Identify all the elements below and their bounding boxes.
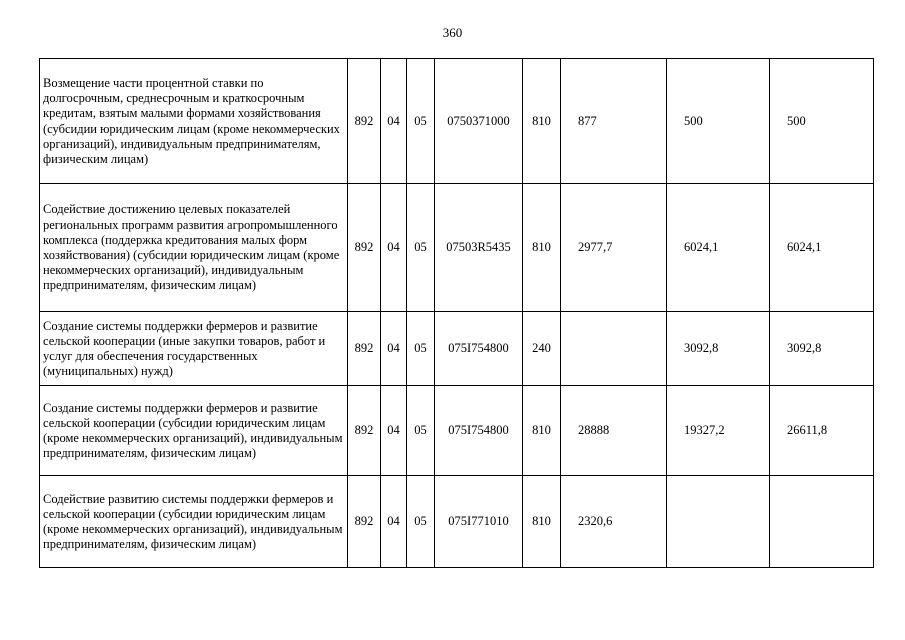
- amount-year-1: 28888: [561, 386, 667, 476]
- table-row: [40, 386, 874, 476]
- target-article-code: 07503R5435: [435, 184, 523, 312]
- amount-year-3: 3092,8: [770, 312, 874, 386]
- section-code: 04: [381, 184, 407, 312]
- section-code: 04: [381, 312, 407, 386]
- amount-year-1: 877: [561, 59, 667, 184]
- target-article-code: 075I754800: [435, 312, 523, 386]
- amount-year-2: 3092,8: [667, 312, 770, 386]
- amount-year-3: [770, 476, 874, 568]
- amount-year-2: [667, 476, 770, 568]
- budget-table: [39, 58, 874, 568]
- subsection-code: 05: [407, 184, 435, 312]
- subsection-code: 05: [407, 59, 435, 184]
- page-number: 360: [442, 25, 463, 40]
- row-description: Создание системы поддержки фермеров и развитие сельской кооперации (субсидии юридическим лицам (кроме некоммерческих организаций), индивидуальным предпринимателям, физическим лицам): [40, 386, 348, 476]
- table-row: [40, 476, 874, 568]
- ministry-code: 892: [348, 386, 381, 476]
- amount-year-1: 2320,6: [561, 476, 667, 568]
- target-article-code: 0750371000: [435, 59, 523, 184]
- table-row: [40, 312, 874, 386]
- subsection-code: 05: [407, 386, 435, 476]
- expense-type-code: 240: [523, 312, 561, 386]
- subsection-code: 05: [407, 312, 435, 386]
- amount-year-2: 19327,2: [667, 386, 770, 476]
- target-article-code: 075I771010: [435, 476, 523, 568]
- amount-year-2: 6024,1: [667, 184, 770, 312]
- table-row: [40, 184, 874, 312]
- amount-year-3: 6024,1: [770, 184, 874, 312]
- row-description: Создание системы поддержки фермеров и развитие сельской кооперации (иные закупки товаров, работ и услуг для обеспечения государственных (муниципальных) нужд): [40, 312, 348, 386]
- expense-type-code: 810: [523, 386, 561, 476]
- section-code: 04: [381, 476, 407, 568]
- ministry-code: 892: [348, 476, 381, 568]
- ministry-code: 892: [348, 184, 381, 312]
- section-code: 04: [381, 386, 407, 476]
- section-code: 04: [381, 59, 407, 184]
- amount-year-3: 500: [770, 59, 874, 184]
- amount-year-3: 26611,8: [770, 386, 874, 476]
- ministry-code: 892: [348, 312, 381, 386]
- expense-type-code: 810: [523, 59, 561, 184]
- table-row: [40, 59, 874, 184]
- amount-year-1: 2977,7: [561, 184, 667, 312]
- subsection-code: 05: [407, 476, 435, 568]
- ministry-code: 892: [348, 59, 381, 184]
- row-description: Содействие достижению целевых показателей региональных программ развития агропромышленного комплекса (поддержка кредитования малых форм хозяйствования) (субсидии юридическим лицам (кроме некоммерческих организаций), индивидуальным предпринимателям, физическим лицам): [40, 184, 348, 312]
- target-article-code: 075I754800: [435, 386, 523, 476]
- amount-year-1: [561, 312, 667, 386]
- row-description: Содействие развитию системы поддержки фермеров и сельской кооперации (субсидии юридическим лицам (кроме некоммерческих организаций), индивидуальным предпринимателям, физическим лицам): [40, 476, 348, 568]
- expense-type-code: 810: [523, 476, 561, 568]
- amount-year-2: 500: [667, 59, 770, 184]
- row-description: Возмещение части процентной ставки по долгосрочным, среднесрочным и краткосрочным кредитам, взятым малыми формами хозяйствования (субсидии юридическим лицам (кроме некоммерческих организаций), индивидуальным предпринимателям, физическим лицам): [40, 59, 348, 184]
- expense-type-code: 810: [523, 184, 561, 312]
